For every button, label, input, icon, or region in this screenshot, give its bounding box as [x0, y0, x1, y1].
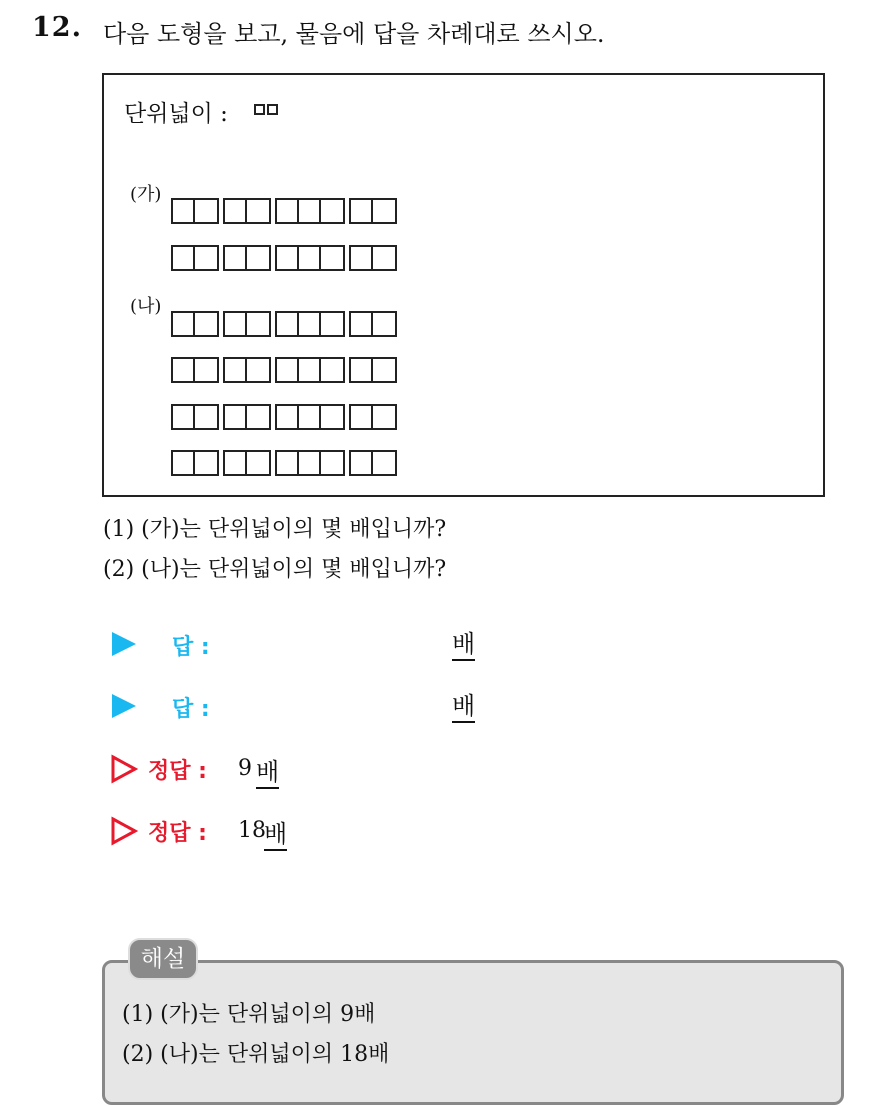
square-group	[171, 450, 219, 476]
correct-answer-arrow-icon	[110, 816, 138, 846]
subquestion-2: (2) (나)는 단위넓이의 몇 배입니까?	[103, 557, 447, 582]
answer-blank-unit[interactable]: 배	[452, 686, 475, 723]
square-group	[349, 357, 397, 383]
square-group	[349, 311, 397, 337]
square-group	[275, 311, 345, 337]
square-group	[275, 245, 345, 271]
correct-answer-label: 정답 :	[148, 821, 207, 846]
square-group	[223, 357, 271, 383]
answer-label: 답 :	[172, 697, 210, 722]
square-group	[223, 311, 271, 337]
unit-area-label: 단위넓이 :	[124, 101, 228, 127]
shape-na-row	[171, 404, 401, 430]
unit-cell	[254, 104, 265, 115]
explanation-box	[102, 960, 844, 1105]
correct-answer-value: 18	[238, 818, 266, 843]
square-group	[349, 404, 397, 430]
figure-label-ga: (가)	[130, 184, 162, 205]
question-text: 다음 도형을 보고, 물음에 답을 차례대로 쓰시오.	[103, 20, 605, 48]
shape-ga-row	[171, 198, 401, 224]
square-group	[223, 450, 271, 476]
explanation-line-2: (2) (나)는 단위넓이의 18배	[122, 1042, 390, 1067]
shape-ga-row	[171, 245, 401, 271]
square-group	[275, 357, 345, 383]
figure-box	[102, 73, 825, 497]
square-group	[171, 357, 219, 383]
shape-na-row	[171, 450, 401, 476]
shape-na-row	[171, 311, 401, 337]
unit-cell	[267, 104, 278, 115]
subquestion-1: (1) (가)는 단위넓이의 몇 배입니까?	[103, 517, 447, 542]
explanation-line-1: (1) (가)는 단위넓이의 9배	[122, 1002, 376, 1027]
correct-answer-arrow-icon	[110, 754, 138, 784]
answer-arrow-icon	[112, 632, 136, 656]
answer-label: 답 :	[172, 635, 210, 660]
square-group	[171, 311, 219, 337]
answer-blank-unit[interactable]: 배	[452, 624, 475, 661]
figure-label-na: (나)	[130, 296, 162, 317]
square-group	[349, 245, 397, 271]
correct-answer-value: 9	[238, 756, 252, 781]
square-group	[275, 404, 345, 430]
correct-answer-unit: 배	[256, 752, 279, 789]
square-group	[275, 198, 345, 224]
answer-arrow-icon	[112, 694, 136, 718]
explanation-tag: 해설	[128, 938, 198, 980]
correct-answer-unit: 배	[264, 814, 287, 851]
square-group	[223, 404, 271, 430]
square-group	[223, 198, 271, 224]
square-group	[349, 198, 397, 224]
square-group	[223, 245, 271, 271]
correct-answer-label: 정답 :	[148, 759, 207, 784]
unit-area-shape	[254, 104, 280, 115]
square-group	[275, 450, 345, 476]
square-group	[171, 404, 219, 430]
square-group	[349, 450, 397, 476]
shape-na-row	[171, 357, 401, 383]
square-group	[171, 245, 219, 271]
square-group	[171, 198, 219, 224]
question-number: 12.	[32, 12, 82, 43]
